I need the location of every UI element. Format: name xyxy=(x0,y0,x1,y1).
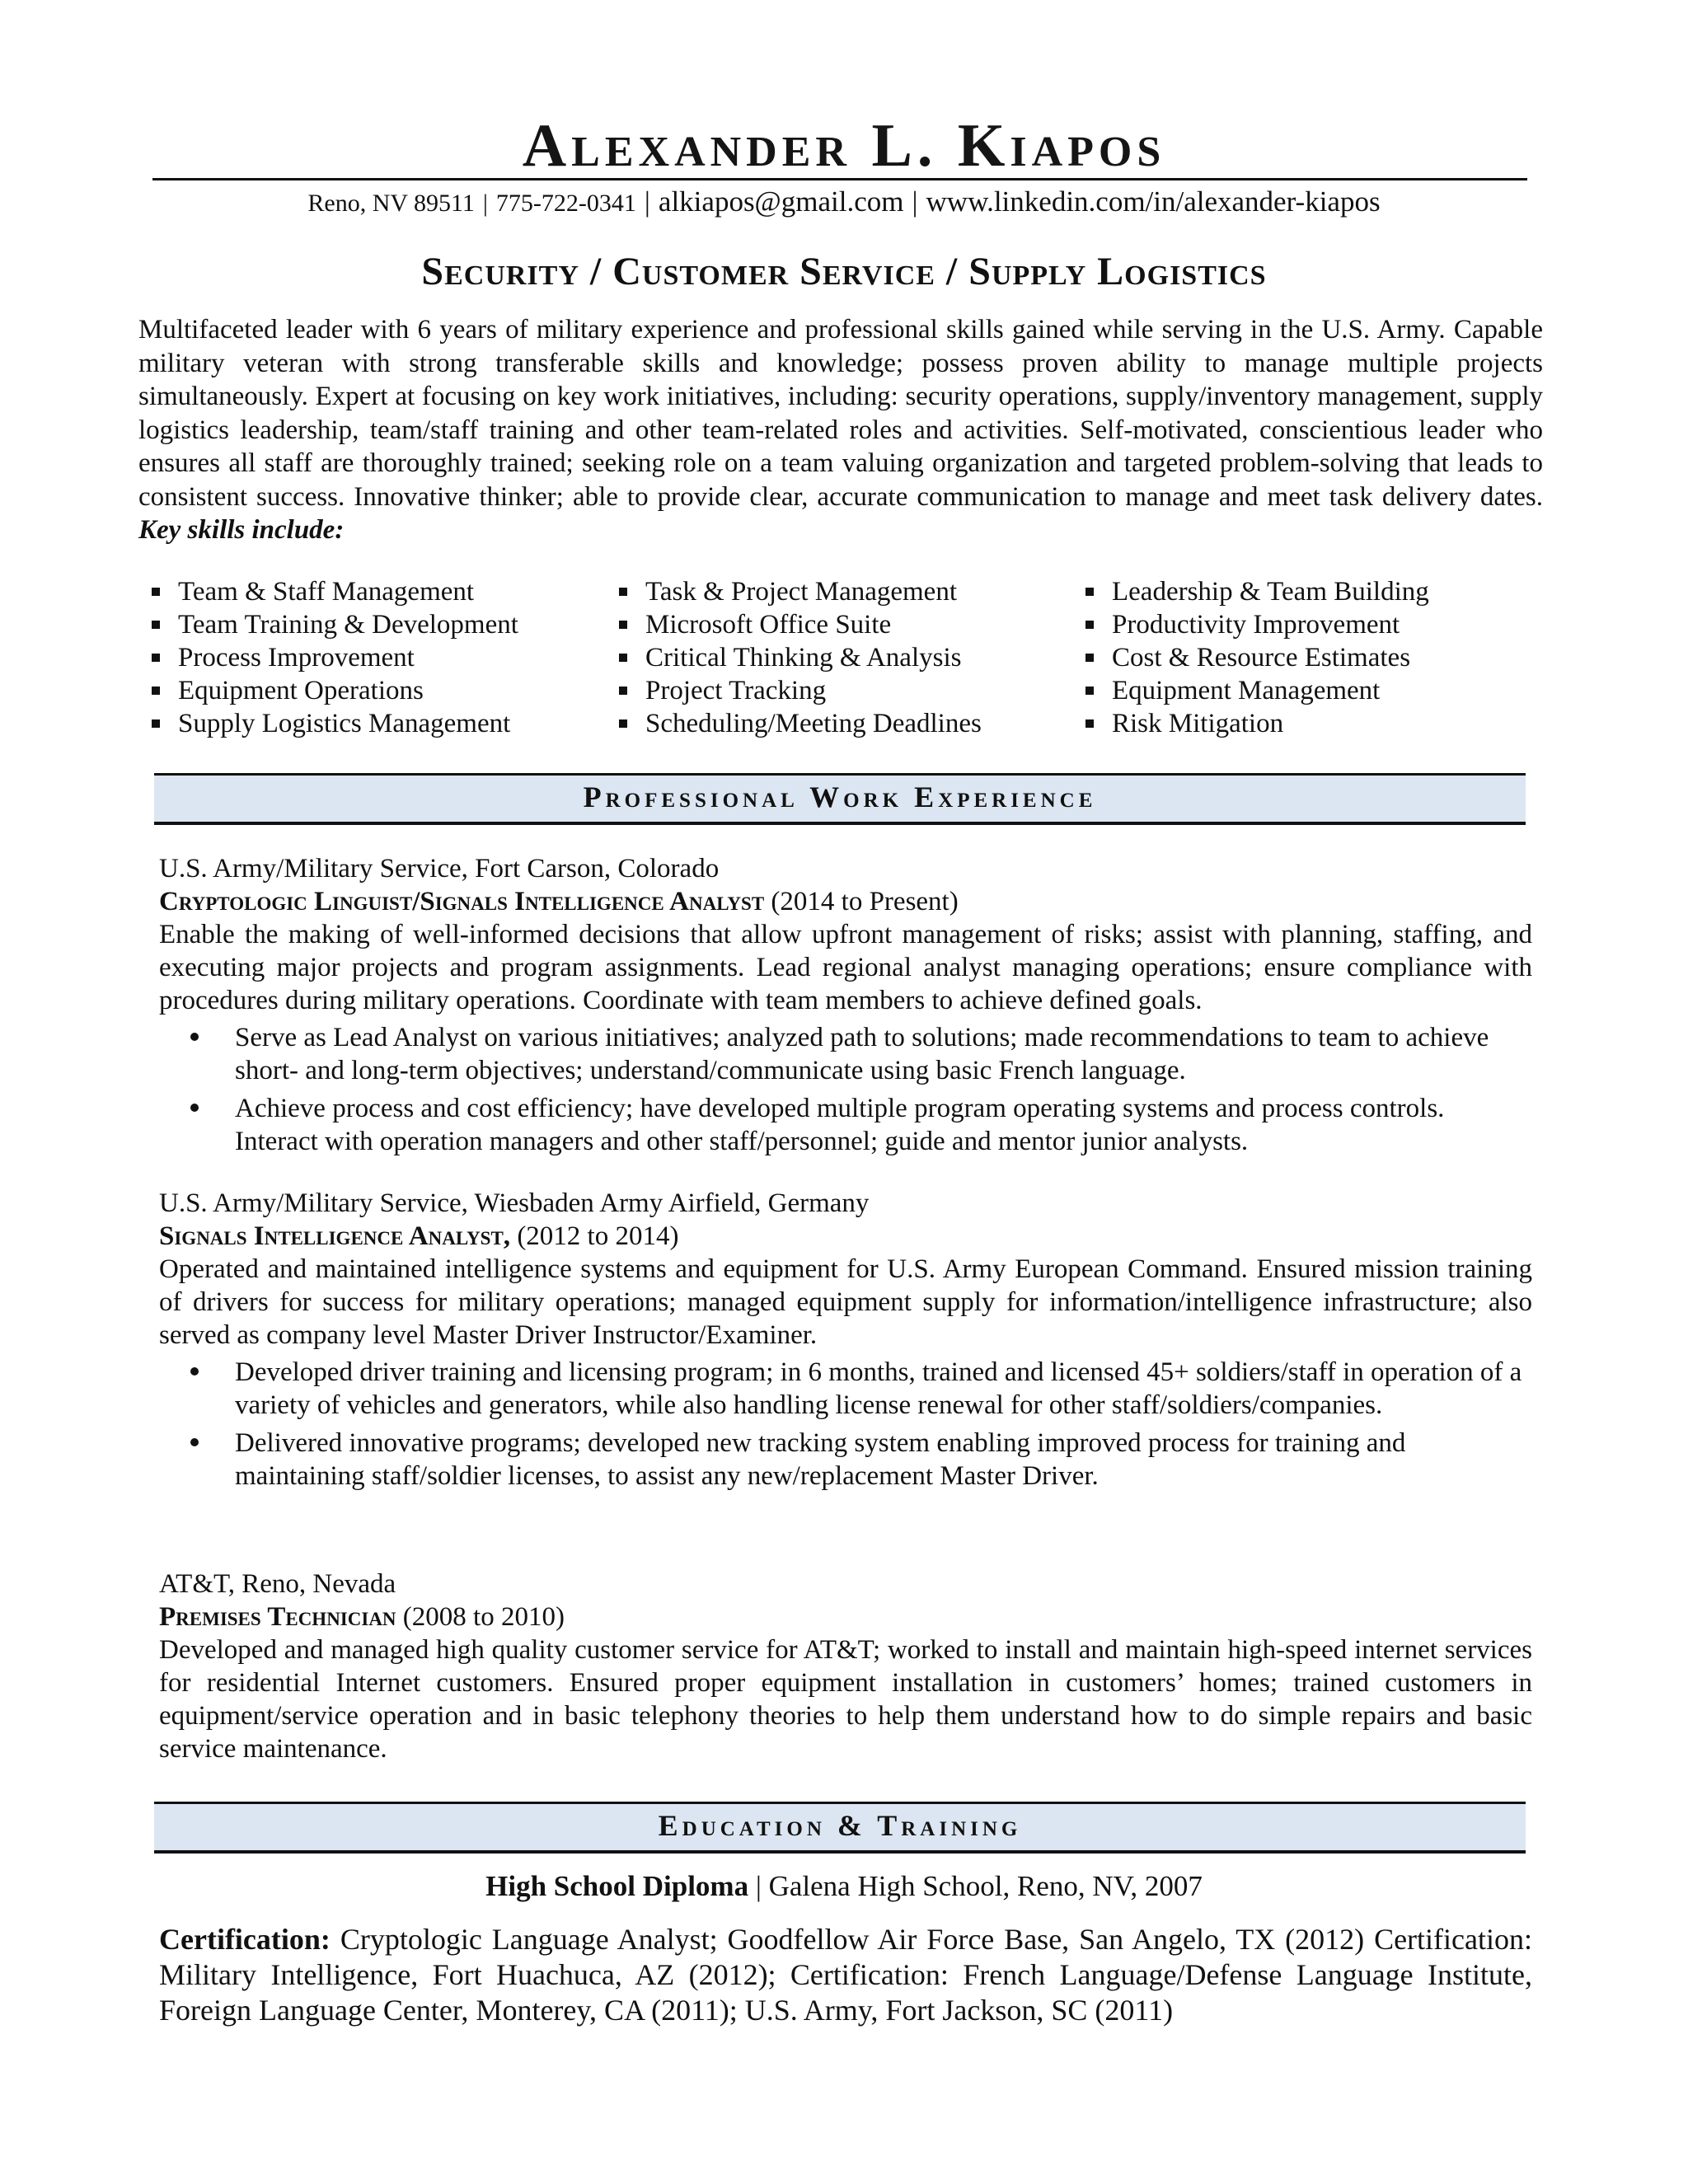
diploma-detail: Galena High School, Reno, NV, 2007 xyxy=(768,1870,1203,1902)
skill-item: Equipment Operations xyxy=(152,674,619,707)
job-dates: (2014 to Present) xyxy=(771,887,959,916)
contact-email[interactable]: alkiapos@gmail.com xyxy=(658,185,904,218)
job-entry-wiesbaden xyxy=(159,1187,1532,1497)
skill-item: Leadership & Team Building xyxy=(1085,575,1429,608)
skills-column-3 xyxy=(1085,575,1429,740)
certification-text: Cryptologic Language Analyst; Goodfellow Air Force Base, San Angelo, TX (2012) Certification: Military Intelligence, Fort Huachuca, AZ (2012); Certification: French Language/Defense Language Institute, Foreign Language Center, Monterey, CA (2011); U.S. Army, Fort Jackson, SC (2011) xyxy=(159,1923,1532,2027)
contact-separator: | xyxy=(644,185,650,218)
summary-text: Multifaceted leader with 6 years of military experience and professional skills gained while serving in the U.S. Army. Capable military veteran with strong transferable skills and knowledge; possess proven ability to manage multiple projects simultaneously. Expert at focusing on key work initiatives, including: security operations, supply/inventory management, supply logistics leadership, team/staff training and other team-related roles and activities. Self-motivated, conscientious leader who ensures all staff are thoroughly trained; seeking role on a team valuing organization and targeted problem-solving that leads to consistent success. Innovative thinker; able to provide clear, accurate communication to manage and meet task delivery dates. xyxy=(138,315,1543,512)
skill-item: Risk Mitigation xyxy=(1085,707,1429,740)
name-divider xyxy=(152,178,1527,180)
job-description: Operated and maintained intelligence systems and equipment for U.S. Army European Command. Ensured mission training of drivers for success for military operations; managed equipment supply for information/intelligence infrastructure; also served as company level Master Driver Instructor/Examiner. xyxy=(159,1254,1532,1350)
job-dates: (2008 to 2010) xyxy=(402,1602,565,1632)
job-title-line xyxy=(159,1601,1532,1633)
achievement-item: Achieve process and cost efficiency; have developed multiple program operating systems and process controls. Interact with operation managers and other staff/personnel; guide and mentor junior analysts. xyxy=(159,1092,1532,1158)
certification-label: Certification: xyxy=(159,1923,331,1956)
job-achievements xyxy=(159,1356,1532,1493)
contact-separator: | xyxy=(482,190,488,217)
experience-section-heading xyxy=(154,773,1526,825)
certifications xyxy=(159,1922,1532,2028)
skill-item: Productivity Improvement xyxy=(1085,608,1429,641)
job-organization: U.S. Army/Military Service, Fort Carson, Colorado xyxy=(159,854,720,883)
job-title: Signals Intelligence Analyst, xyxy=(159,1221,511,1251)
job-title-line xyxy=(159,1220,1532,1253)
contact-location: Reno, NV 89511 xyxy=(307,190,475,217)
achievement-item: Serve as Lead Analyst on various initiatives; analyzed path to solutions; made recommendations to team to achieve short- and long-term objectives; understand/communicate using basic French language. xyxy=(159,1021,1532,1087)
skill-item: Critical Thinking & Analysis xyxy=(619,641,1085,674)
job-title-line xyxy=(159,885,1532,918)
skill-item: Scheduling/Meeting Deadlines xyxy=(619,707,1085,740)
skill-item: Microsoft Office Suite xyxy=(619,608,1085,641)
experience-heading-text: Professional Work Experience xyxy=(583,780,1097,813)
job-entry-att xyxy=(159,1568,1532,1765)
professional-headline: Security / Customer Service / Supply Logistics xyxy=(421,250,1267,293)
job-organization: AT&T, Reno, Nevada xyxy=(159,1569,396,1599)
skill-item: Project Tracking xyxy=(619,674,1085,707)
achievement-item: Delivered innovative programs; developed new tracking system enabling improved process for training and maintaining staff/soldier licenses, to assist any new/replacement Master Driver. xyxy=(159,1427,1532,1493)
diploma-label: High School Diploma xyxy=(485,1870,749,1902)
candidate-name: Alexander L. Kiapos xyxy=(522,112,1166,180)
skills-column-2 xyxy=(619,575,1085,740)
education-heading-text: Education & Training xyxy=(658,1809,1022,1842)
contact-line xyxy=(0,185,1688,221)
job-achievements xyxy=(159,1021,1532,1158)
skill-item: Cost & Resource Estimates xyxy=(1085,641,1429,674)
skill-item: Equipment Management xyxy=(1085,674,1429,707)
job-description: Enable the making of well-informed decisions that allow upfront management of risks; assist with planning, staffing, and executing major projects and program assignments. Lead regional analyst managing operations; ensure compliance with procedures during military operations. Coordinate with team members to achieve defined goals. xyxy=(159,920,1532,1015)
job-entry-fort-carson xyxy=(159,852,1532,1163)
skill-item: Supply Logistics Management xyxy=(152,707,619,740)
contact-separator: | xyxy=(912,185,918,218)
skill-item: Team & Staff Management xyxy=(152,575,619,608)
contact-phone: 775-722-0341 xyxy=(495,190,636,217)
job-organization: U.S. Army/Military Service, Wiesbaden Army Airfield, Germany xyxy=(159,1188,870,1218)
job-title: Premises Technician xyxy=(159,1602,396,1632)
education-section-heading xyxy=(154,1802,1526,1854)
key-skills-label: Key skills include: xyxy=(138,515,345,545)
skills-grid xyxy=(152,575,1553,740)
skill-item: Process Improvement xyxy=(152,641,619,674)
skill-item: Team Training & Development xyxy=(152,608,619,641)
job-description: Developed and managed high quality customer service for AT&T; worked to install and maintain high-speed internet services for residential Internet customers. Ensured proper equipment installation in customers’ homes; trained customers in equipment/service operation and in basic telephony theories to help them understand how to do simple repairs and basic service maintenance. xyxy=(159,1635,1532,1764)
skill-item: Task & Project Management xyxy=(619,575,1085,608)
skills-column-1 xyxy=(152,575,619,740)
contact-linkedin[interactable]: www.linkedin.com/in/alexander-kiapos xyxy=(926,185,1381,218)
job-title: Cryptologic Linguist/Signals Intelligence Analyst xyxy=(159,887,765,916)
job-dates: (2012 to 2014) xyxy=(517,1221,679,1251)
diploma-line: High School Diploma | Galena High School, Reno, NV, 2007 xyxy=(485,1870,1203,1902)
achievement-item: Developed driver training and licensing program; in 6 months, trained and licensed 45+ soldiers/staff in operation of a variety of vehicles and generators, while also handling license renewal for other staff/soldiers/companies. xyxy=(159,1356,1532,1422)
summary-paragraph xyxy=(138,313,1543,547)
